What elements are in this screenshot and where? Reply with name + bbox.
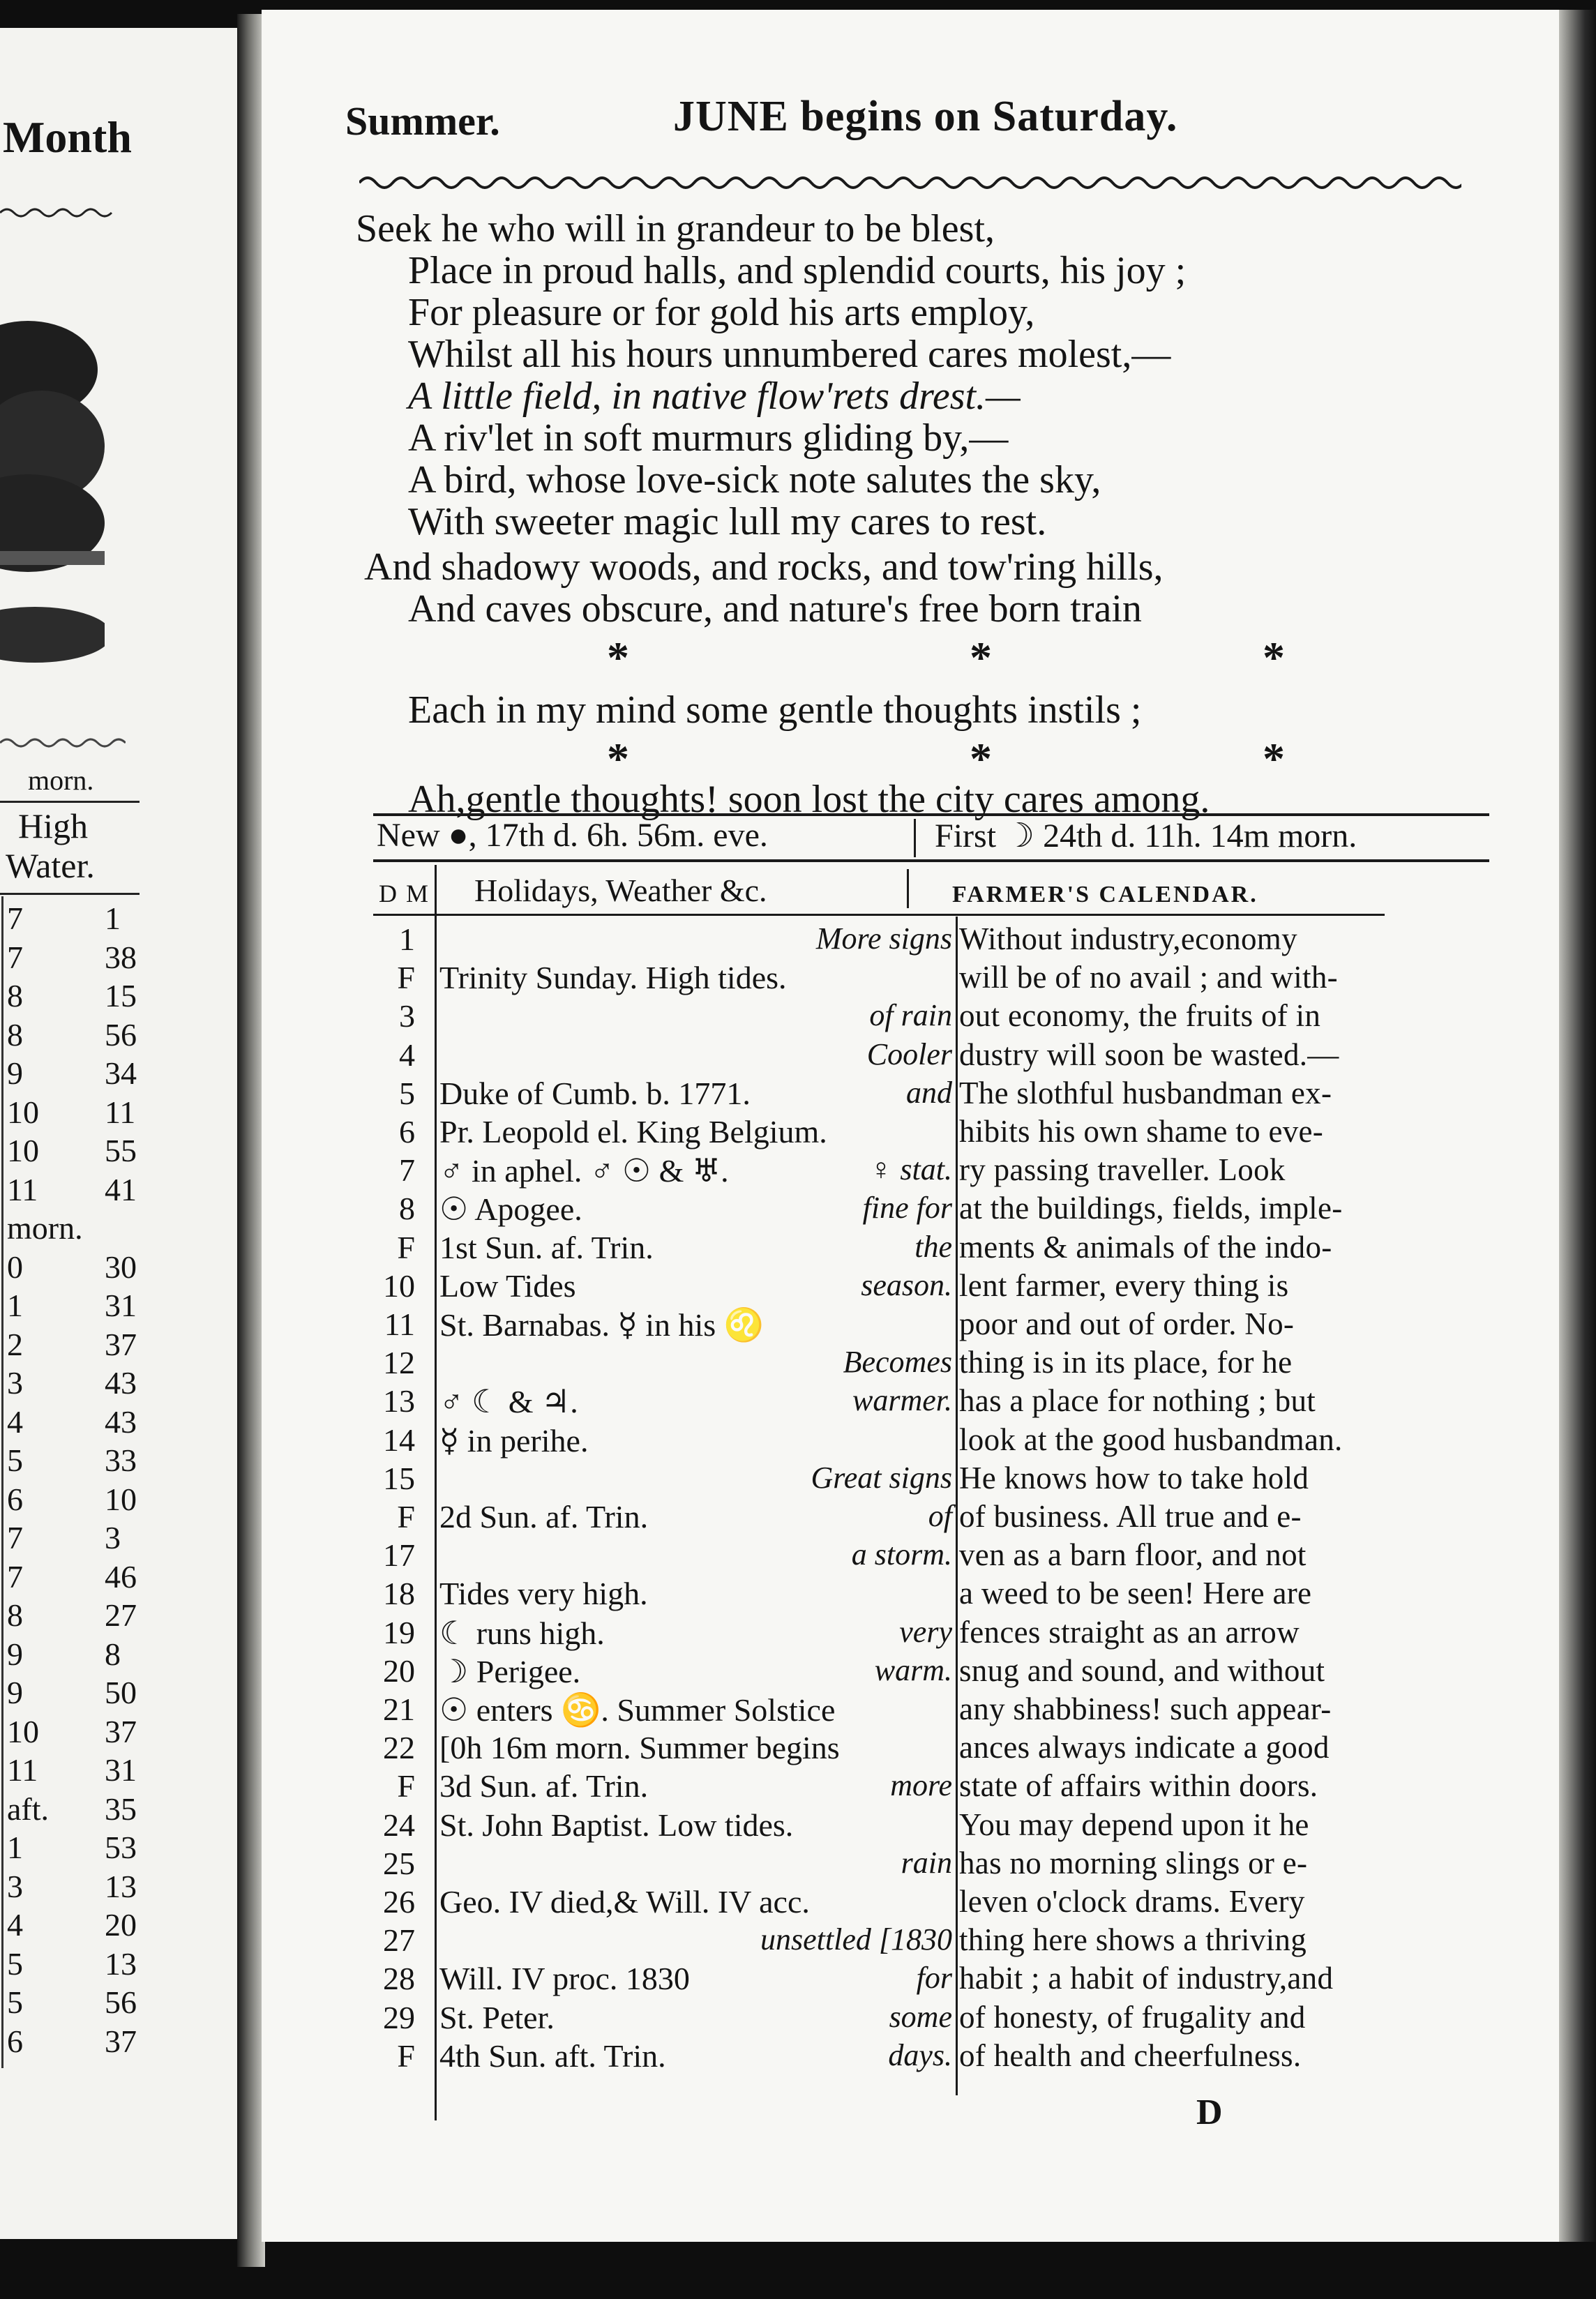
holiday-entry: Will. IV proc. 1830	[439, 1961, 690, 1997]
tide-row	[7, 1016, 146, 1055]
column-rule	[914, 819, 916, 857]
tide-row	[7, 1249, 146, 1288]
tide-row	[7, 1597, 146, 1636]
day-number: 10	[383, 1267, 415, 1304]
holiday-entry: 2d Sun. af. Trin.	[439, 1499, 649, 1535]
weather-entry: the	[914, 1229, 952, 1264]
previous-page	[0, 28, 237, 2239]
column-rule	[956, 917, 958, 2095]
tide-hour: 4	[7, 1403, 23, 1440]
tide-row	[7, 1442, 146, 1481]
farmers-calendar-line: thing is in its place, for he	[959, 1345, 1293, 1380]
holiday-entry: St. John Baptist. Low tides.	[439, 1807, 794, 1843]
tide-hour: 5	[7, 1442, 23, 1478]
day-number: 11	[384, 1306, 415, 1342]
farmers-calendar-line: ments & animals of the indo-	[959, 1229, 1332, 1265]
day-number: 29	[383, 1999, 415, 2035]
day-number: 8	[399, 1191, 415, 1227]
tide-minute: 41	[105, 1171, 137, 1207]
holiday-entry: Pr. Leopold el. King Belgium.	[439, 1114, 827, 1150]
weather-entry: warm.	[874, 1652, 952, 1687]
tide-row	[7, 1094, 146, 1133]
asterism-star: *	[970, 633, 992, 682]
signature-mark: D	[1196, 2093, 1223, 2132]
tide-minute: 43	[105, 1365, 137, 1401]
farmers-calendar-line: any shabbiness! such appear-	[959, 1691, 1332, 1726]
asterism-star: *	[607, 633, 629, 682]
tide-hour: 1	[7, 1288, 23, 1323]
day-number: 3	[399, 998, 415, 1034]
farmers-calendar-line: You may depend upon it he	[959, 1807, 1309, 1842]
holiday-entry: ♂ ☾ & ♃.	[439, 1384, 578, 1420]
weather-entry: of rain	[869, 998, 952, 1033]
day-number: 14	[383, 1422, 415, 1458]
tide-minute: 3	[105, 1520, 121, 1555]
day-number: 15	[383, 1460, 415, 1496]
tide-hour: 8	[7, 1016, 23, 1053]
farmers-calendar-line: out economy, the fruits of in	[959, 998, 1321, 1034]
tide-hour: 3	[7, 1365, 23, 1401]
tide-minute: 20	[105, 1907, 137, 1943]
farmers-calendar-header: FARMER'S CALENDAR.	[952, 882, 1258, 907]
asterism-star: *	[970, 734, 992, 783]
weather-entry: More signs	[815, 921, 952, 956]
farmers-calendar-line: hibits his own shame to eve-	[959, 1114, 1324, 1149]
day-number: F	[397, 1499, 415, 1535]
holiday-entry: 1st Sun. af. Trin.	[439, 1229, 654, 1265]
day-number: F	[397, 2037, 415, 2074]
tide-minute: 10	[105, 1481, 137, 1517]
day-number: F	[397, 960, 415, 996]
tide-row	[7, 1751, 146, 1791]
farmers-calendar-line: thing here shows a thriving	[959, 1922, 1307, 1958]
high-water-header: Water.	[6, 846, 95, 885]
holiday-entry: ☉ enters ♋. Summer Solstice	[439, 1692, 836, 1728]
farmers-calendar-line: ry passing traveller. Look	[959, 1152, 1286, 1188]
weather-entry: and	[906, 1075, 952, 1110]
tide-hour: 4	[7, 1907, 23, 1943]
morn-label: morn.	[28, 764, 94, 796]
holiday-entry: Geo. IV died,& Will. IV acc.	[439, 1884, 810, 1920]
weather-entry: fine for	[862, 1191, 952, 1226]
weather-entry: days.	[888, 2037, 952, 2072]
day-number: 28	[383, 1961, 415, 1997]
tide-hour: 6	[7, 1481, 23, 1517]
tide-minute: 53	[105, 1830, 137, 1865]
holiday-entry: 3d Sun. af. Trin.	[439, 1768, 649, 1804]
tide-minute: 35	[105, 1791, 137, 1827]
tide-minute: 38	[105, 939, 137, 975]
holiday-entry: Trinity Sunday. High tides.	[439, 960, 787, 996]
weather-entry: season.	[861, 1267, 952, 1302]
farmers-calendar-line: leven o'clock drams. Every	[959, 1884, 1305, 1919]
tide-hour: 7	[7, 939, 23, 975]
tide-row	[7, 1868, 146, 1907]
rule	[373, 859, 1489, 862]
farmers-calendar-line: state of affairs within doors.	[959, 1768, 1318, 1804]
tide-hour: 10	[7, 1133, 39, 1168]
poem-line: A bird, whose love-sick note salutes the sky,	[408, 458, 1101, 502]
tide-hour: 5	[7, 1984, 23, 2020]
farmers-calendar-line: has no morning slings or e-	[959, 1845, 1308, 1880]
holiday-entry: ☽ Perigee.	[439, 1653, 581, 1689]
day-number: 24	[383, 1807, 415, 1843]
tide-row	[7, 1326, 146, 1365]
tide-row	[7, 1132, 146, 1171]
tide-hour: morn.	[7, 1210, 83, 1246]
tide-row	[7, 1984, 146, 2023]
day-month-header: D M	[379, 880, 430, 907]
farmers-calendar-line: dustry will soon be wasted.—	[959, 1037, 1339, 1072]
tide-hour: 5	[7, 1945, 23, 1982]
day-number: 27	[383, 1922, 415, 1959]
tide-hour: 7	[7, 900, 23, 936]
holiday-entry: ☿ in perihe.	[439, 1422, 589, 1458]
holiday-entry: ☾ runs high.	[439, 1615, 605, 1651]
poem-line: Ah,gentle thoughts! soon lost the city cares among.	[408, 778, 1210, 821]
farmers-calendar-line: will be of no avail ; and with-	[959, 960, 1338, 995]
poem-line: With sweeter magic lull my cares to rest.	[408, 500, 1047, 543]
tide-hour: 9	[7, 1055, 23, 1091]
weather-entry: warmer.	[852, 1383, 952, 1418]
tide-minute: 50	[105, 1675, 137, 1710]
weather-entry: of	[928, 1499, 952, 1533]
tide-row	[7, 1403, 146, 1442]
holiday-entry: Low Tides	[439, 1267, 576, 1304]
tide-row	[7, 1791, 146, 1830]
tide-hour: 9	[7, 1636, 23, 1672]
tide-row	[7, 1364, 146, 1403]
weather-entry: Great signs	[811, 1460, 952, 1495]
tide-row	[7, 1829, 146, 1868]
farmers-calendar-line: of honesty, of frugality and	[959, 1999, 1306, 2035]
tide-row	[7, 1636, 146, 1675]
tide-minute: 1	[105, 900, 121, 936]
tide-row	[7, 1055, 146, 1094]
season-label: Summer.	[345, 98, 500, 144]
tide-hour: aft.	[7, 1791, 50, 1827]
tide-minute: 56	[105, 1016, 137, 1053]
tide-hour: 3	[7, 1868, 23, 1904]
poem-line: Place in proud halls, and splendid courts, his joy ;	[408, 249, 1187, 292]
tide-row	[7, 977, 146, 1016]
holiday-entry: ☉ Apogee.	[439, 1191, 582, 1228]
ornament-divider	[0, 732, 126, 753]
farmers-calendar-line: ven as a barn floor, and not	[959, 1537, 1307, 1573]
day-number: 4	[399, 1037, 415, 1073]
weather-entry: rain	[901, 1845, 952, 1880]
tide-minute: 27	[105, 1597, 137, 1633]
farmers-calendar-line: look at the good husbandman.	[959, 1422, 1343, 1457]
almanac-page	[262, 10, 1559, 2242]
tide-row	[7, 1945, 146, 1984]
farmers-calendar-line: of business. All true and e-	[959, 1499, 1302, 1534]
farmers-calendar-line: The slothful husbandman ex-	[959, 1075, 1332, 1110]
tide-hour: 0	[7, 1249, 23, 1285]
tide-minute: 11	[105, 1094, 136, 1130]
day-number: 22	[383, 1730, 415, 1766]
tide-row	[7, 1558, 146, 1597]
column-rule	[907, 869, 909, 908]
poem-line: A riv'let in soft murmurs gliding by,—	[408, 416, 1009, 460]
poem-line: And shadowy woods, and rocks, and tow'ring hills,	[364, 545, 1164, 589]
asterism-star: *	[607, 734, 629, 783]
holiday-entry: St. Barnabas. ☿ in his ♌	[439, 1307, 764, 1343]
ornament-divider	[359, 170, 1461, 195]
poem-line: Whilst all his hours unnumbered cares molest,—	[408, 333, 1171, 376]
day-number: 26	[383, 1884, 415, 1920]
rule	[0, 893, 140, 895]
tide-hour: 2	[7, 1326, 23, 1362]
column-rule	[1, 896, 3, 2068]
page-edge	[1559, 10, 1596, 2242]
holiday-entry: ♂ in aphel. ♂ ☉ & ♅.	[439, 1153, 729, 1189]
day-number: F	[397, 1768, 415, 1804]
holiday-entry: [0h 16m morn. Summer begins	[439, 1730, 840, 1766]
tide-minute: 8	[105, 1636, 121, 1672]
day-number: 25	[383, 1845, 415, 1881]
day-number: 7	[399, 1152, 415, 1189]
day-number: 5	[399, 1075, 415, 1111]
tide-minute: 37	[105, 1326, 137, 1362]
holiday-entry: Duke of Cumb. b. 1771.	[439, 1075, 751, 1111]
day-number: 17	[383, 1537, 415, 1574]
weather-entry: very	[899, 1614, 952, 1649]
tide-minute: 37	[105, 2023, 137, 2059]
farmers-calendar-line: at the buildings, fields, imple-	[959, 1191, 1343, 1226]
tide-minute: 34	[105, 1055, 137, 1091]
farmers-calendar-line: has a place for nothing ; but	[959, 1383, 1316, 1419]
weather-entry: more	[890, 1768, 952, 1803]
day-number: 1	[399, 921, 415, 957]
tide-minute: 33	[105, 1442, 137, 1478]
day-number: F	[397, 1229, 415, 1265]
farmers-calendar-line: He knows how to take hold	[959, 1460, 1309, 1495]
left-page-title: Month	[3, 112, 132, 162]
tide-hour: 10	[7, 1094, 39, 1130]
farmers-calendar-line: habit ; a habit of industry,and	[959, 1961, 1334, 1996]
tide-row	[7, 1287, 146, 1326]
asterism-star: *	[1263, 734, 1285, 783]
tide-minute: 55	[105, 1133, 137, 1168]
tide-row	[7, 939, 146, 978]
day-number: 6	[399, 1114, 415, 1150]
tide-row	[7, 1171, 146, 1210]
tide-minute: 31	[105, 1288, 137, 1323]
tide-minute: 30	[105, 1249, 137, 1285]
farmers-calendar-line: lent farmer, every thing is	[959, 1267, 1289, 1303]
farmers-calendar-line: fences straight as an arrow	[959, 1614, 1300, 1650]
tide-hour: 11	[7, 1171, 38, 1207]
tide-row	[7, 1481, 146, 1520]
poem-line: And caves obscure, and nature's free born train	[408, 587, 1142, 631]
tide-row	[7, 1713, 146, 1752]
tide-minute: 13	[105, 1868, 137, 1904]
tide-row	[7, 900, 146, 939]
day-number: 21	[383, 1691, 415, 1727]
farmers-calendar-line: a weed to be seen! Here are	[959, 1576, 1312, 1611]
poem-line: For pleasure or for gold his arts employ,	[408, 291, 1035, 334]
holiday-entry: Tides very high.	[439, 1576, 648, 1612]
tide-row	[7, 2023, 146, 2062]
weather-entry: Cooler	[866, 1037, 952, 1071]
weather-entry: for	[916, 1961, 952, 1996]
tide-minute: 31	[105, 1752, 137, 1788]
farmers-calendar-line: ances always indicate a good	[959, 1730, 1330, 1765]
poem-line: Seek he who will in grandeur to be blest,	[356, 207, 995, 250]
rule	[0, 801, 140, 803]
tide-minute: 13	[105, 1945, 137, 1982]
weather-entry: unsettled [1830	[760, 1922, 952, 1957]
weather-entry: Becomes	[843, 1345, 952, 1380]
farmers-calendar-line: poor and out of order. No-	[959, 1306, 1295, 1341]
tide-row	[7, 1674, 146, 1713]
day-number: 18	[383, 1576, 415, 1612]
tide-hour: 8	[7, 1597, 23, 1633]
first-quarter-phase: First ☽ 24th d. 11h. 14m morn.	[935, 817, 1357, 854]
ornament-divider	[0, 202, 119, 223]
page-title: JUNE begins on Saturday.	[673, 93, 1178, 140]
tide-hour: 9	[7, 1675, 23, 1710]
weather-entry: a storm.	[851, 1537, 952, 1572]
tide-minute: 46	[105, 1558, 137, 1595]
tide-hour: 7	[7, 1558, 23, 1595]
poem-line: A little field, in native flow'rets drest.—	[408, 375, 1021, 418]
holiday-entry: St. Peter.	[439, 1999, 555, 2035]
day-number: 19	[383, 1614, 415, 1650]
weather-entry: some	[889, 1999, 952, 2034]
day-number: 20	[383, 1652, 415, 1689]
tide-row	[7, 1519, 146, 1558]
tide-hour: 11	[7, 1752, 38, 1788]
farmers-calendar-line: Without industry,economy	[959, 921, 1297, 956]
holidays-weather-header: Holidays, Weather &c.	[474, 873, 767, 908]
rule	[373, 914, 1385, 916]
tide-hour: 1	[7, 1830, 23, 1865]
day-number: 13	[383, 1383, 415, 1419]
weather-entry: ♀ stat.	[869, 1152, 952, 1187]
tide-row	[7, 1906, 146, 1945]
tide-hour: 7	[7, 1520, 23, 1555]
farmers-calendar-line: snug and sound, and without	[959, 1652, 1325, 1688]
tide-minute: 43	[105, 1403, 137, 1440]
tide-hour: 6	[7, 2023, 23, 2059]
asterism-star: *	[1263, 633, 1285, 682]
day-number: 12	[383, 1345, 415, 1381]
new-moon-phase: New ●, 17th d. 6h. 56m. eve.	[377, 817, 768, 854]
tide-minute: 56	[105, 1984, 137, 2020]
farmers-calendar-line: of health and cheerfulness.	[959, 2037, 1302, 2073]
landscape-engraving	[0, 314, 105, 684]
tide-hour: 8	[7, 978, 23, 1013]
tide-minute: 15	[105, 978, 137, 1013]
holiday-entry: 4th Sun. aft. Trin.	[439, 2037, 666, 2074]
tide-row	[7, 1209, 146, 1249]
tide-minute: 37	[105, 1713, 137, 1749]
high-water-header: High	[18, 806, 88, 845]
poem-line: Each in my mind some gentle thoughts instils ;	[408, 688, 1142, 732]
tide-hour: 10	[7, 1713, 39, 1749]
